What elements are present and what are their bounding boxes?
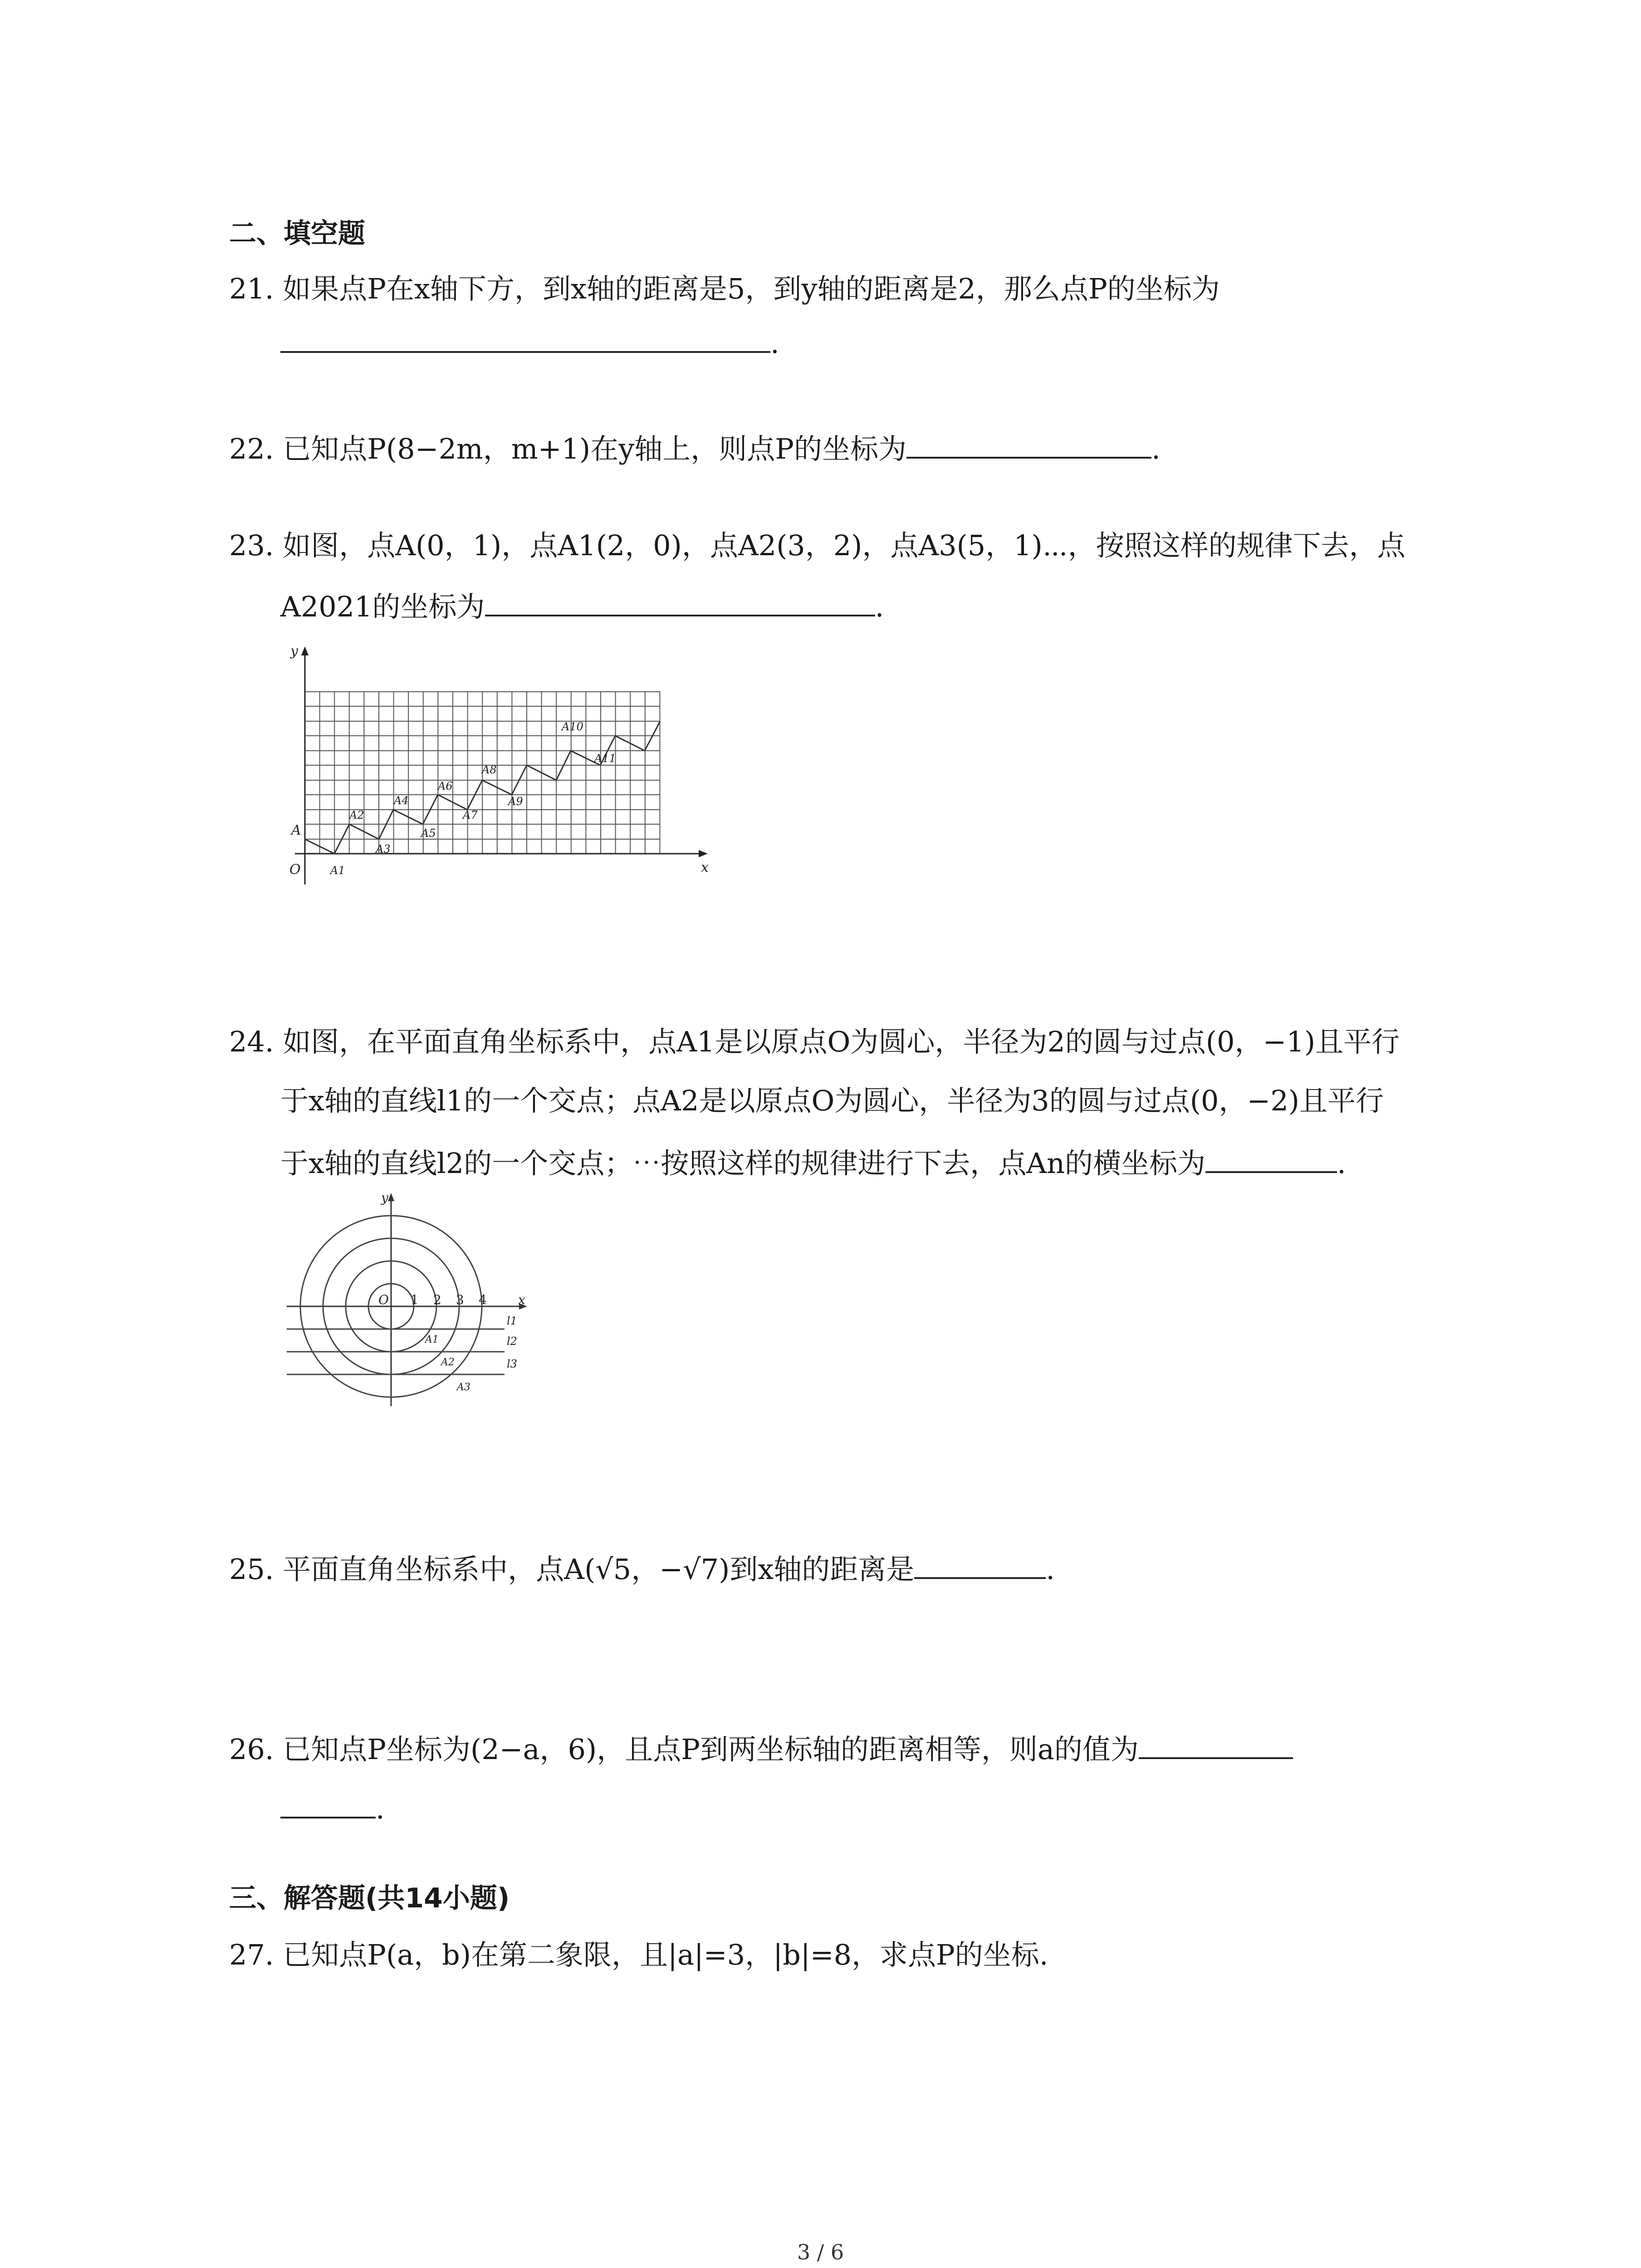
question-23-line-2-text: A2021的坐标为 [280, 590, 485, 623]
question-23-line-1: 23. 如图，点A(0，1)，点A1(2，0)，点A2(3，2)，点A3(5，1)⋯，按照这样的规律下去，点 [229, 529, 1406, 562]
line-label-l1: l1 [507, 1315, 517, 1327]
x-axis-label: x [701, 860, 709, 875]
question-24-line-3 [280, 1143, 1346, 1182]
question-26-text: 26. 已知点P坐标为(2−a，6)，且点P到两坐标轴的距离相等，则a的值为 [229, 1733, 1139, 1766]
question-24-line-3-text: 于x轴的直线l2的一个交点；⋯按照这样的规律进行下去，点An的横坐标为 [280, 1147, 1205, 1180]
x-axis-arrow [699, 850, 708, 857]
y-axis-arrow [388, 1193, 394, 1201]
origin-label: O [289, 862, 301, 878]
answer-blank-24[interactable] [1205, 1143, 1337, 1173]
tick-4: 4 [479, 1292, 487, 1307]
figure-zigzag-grid [277, 637, 721, 891]
point-label-A5: A5 [421, 827, 436, 840]
point-label-A7: A7 [463, 809, 478, 821]
question-24-line-2: 于x轴的直线l1的一个交点；点A2是以原点O为圆心，半径为3的圆与过点(0，−2)且平行 [280, 1084, 1384, 1117]
point-label-A3: A3 [376, 843, 391, 855]
question-21-line-1: 21. 如果点P在x轴下方，到x轴的距离是5，到y轴的距离是2，那么点P的坐标为 [229, 272, 1220, 305]
point-label-A9: A9 [508, 795, 523, 808]
y-axis-arrow [301, 646, 309, 655]
answer-blank-26b[interactable] [280, 1789, 376, 1818]
question-27: 27. 已知点P(a，b)在第二象限，且|a|=3，|b|=8，求点P的坐标. [229, 1938, 1048, 1971]
page-number: 3 / 6 [797, 2240, 844, 2264]
section-heading-answer: 三、解答题(共14小题) [229, 1882, 510, 1914]
point-label-A11: A11 [594, 752, 616, 765]
answer-blank-23[interactable] [485, 587, 875, 616]
question-25-text: 25. 平面直角坐标系中，点A(√5，−√7)到x轴的距离是 [229, 1553, 915, 1586]
point-label-A6: A6 [438, 780, 453, 792]
point-label-A1: A1 [425, 1334, 439, 1345]
question-24-end: . [1337, 1147, 1346, 1180]
question-21-end: . [770, 327, 779, 360]
question-25 [229, 1549, 1055, 1588]
point-label-A2: A2 [349, 809, 364, 821]
point-label-A: A [291, 822, 301, 838]
answer-blank-22[interactable] [906, 429, 1151, 459]
tick-2: 2 [433, 1292, 441, 1307]
origin-label: O [378, 1292, 389, 1307]
question-26-line-2 [280, 1789, 385, 1827]
question-21-line-2 [280, 323, 779, 362]
answer-blank-25[interactable] [914, 1549, 1046, 1579]
section-heading-fill-in: 二、填空题 [229, 218, 365, 249]
question-22 [229, 429, 1161, 467]
question-26-line-1 [229, 1729, 1293, 1768]
question-22-text: 22. 已知点P(8−2m，m+1)在y轴上，则点P的坐标为 [229, 432, 906, 465]
question-23-line-2 [280, 587, 884, 625]
point-label-A2: A2 [441, 1357, 455, 1368]
point-label-A3: A3 [457, 1382, 470, 1393]
answer-blank-26a[interactable] [1139, 1729, 1293, 1759]
line-label-l3: l3 [507, 1358, 517, 1370]
question-25-end: . [1046, 1553, 1055, 1586]
y-axis-label: y [381, 1190, 388, 1205]
point-label-A8: A8 [482, 763, 497, 776]
question-26-end: . [376, 1792, 385, 1825]
point-label-A1: A1 [330, 864, 345, 877]
question-24-line-1: 24. 如图，在平面直角坐标系中，点A1是以原点O为圆心，半径为2的圆与过点(0，−1)且平行 [229, 1025, 1400, 1058]
figure-concentric-circles [278, 1188, 532, 1415]
tick-1: 1 [411, 1292, 419, 1307]
point-label-A10: A10 [562, 720, 583, 733]
question-23-end: . [875, 590, 884, 623]
y-axis-label: y [290, 643, 298, 659]
line-label-l2: l2 [507, 1335, 517, 1348]
x-axis-label: x [518, 1292, 525, 1307]
point-label-A4: A4 [394, 794, 409, 807]
answer-blank-21[interactable] [280, 323, 770, 353]
question-22-end: . [1151, 432, 1161, 465]
tick-3: 3 [456, 1292, 464, 1307]
